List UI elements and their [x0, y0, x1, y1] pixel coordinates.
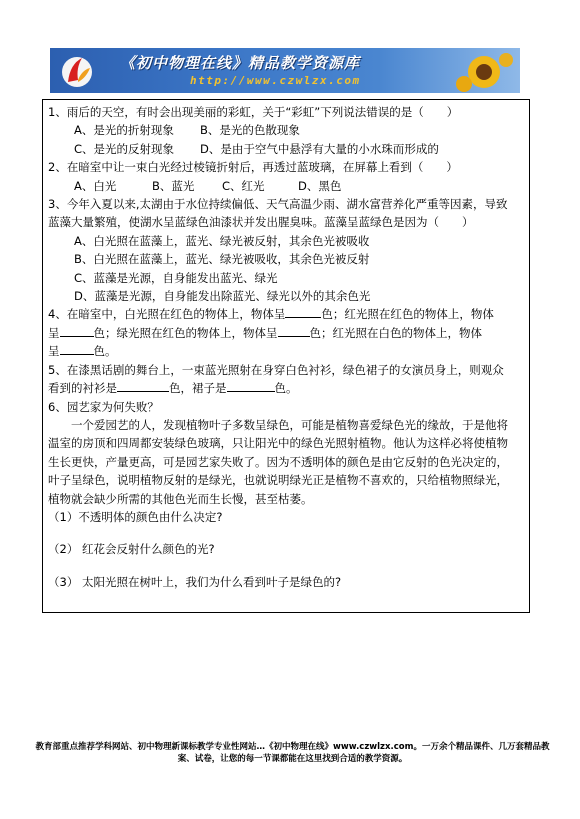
q3-stem-line2: 蓝藻大量繁殖，使湖水呈蓝绿色油漆状并发出腥臭味。蓝藻呈蓝绿色是因为（ ）: [48, 215, 474, 230]
q4-blank-1[interactable]: [285, 305, 321, 318]
q1-options-row2: [48, 140, 524, 158]
q4-text-7: 色。: [93, 344, 117, 359]
q3-option-b: B、白光照在蓝藻上，蓝光、绿光被吸收，其余色光被反射: [74, 252, 370, 267]
q2-option-b: B、蓝光: [152, 178, 195, 193]
q5-blank-2[interactable]: [227, 379, 275, 392]
q4-text-1: 4、在暗室中，白光照在红色的物体上，物体呈: [48, 307, 286, 322]
q2-option-d: D、黑色: [298, 178, 342, 193]
q4-blank-3[interactable]: [278, 324, 310, 337]
q1-stem: 1、雨后的天空，有时会出现美丽的彩虹，关于“彩虹”下列说法错误的是（ ）: [48, 105, 459, 119]
q4-text-6: 呈: [48, 344, 60, 359]
q1-options-row1: [48, 121, 524, 139]
sunflower-image: [454, 50, 514, 92]
q4-blank-2[interactable]: [60, 324, 94, 337]
q5-text-2: 色，裙子是: [169, 381, 227, 396]
q5-text-3: 色。: [274, 381, 298, 396]
q2-options: [48, 177, 524, 195]
q5-line2: [48, 379, 524, 397]
q3-option-d: D、蓝藻是光源，自身能发出除蓝光、绿光以外的其余色光: [74, 289, 371, 304]
q6-subquestion-1: （1）不透明体的颜色由什么决定?: [48, 509, 223, 524]
header-banner: [50, 48, 520, 93]
q4-blank-4[interactable]: [60, 342, 94, 355]
worksheet: [48, 103, 524, 591]
q5-line1: 5、在漆黑话剧的舞台上，一束蓝光照射在身穿白色衬衫，绿色裙子的女演员身上，则观众: [48, 362, 504, 377]
q1-option-c: C、是光的反射现象: [74, 141, 175, 156]
q4-text-3: 呈: [48, 325, 60, 340]
banner-url[interactable]: http://www.czwlzx.com: [190, 74, 361, 87]
q1-option-a: A、是光的折射现象: [74, 123, 174, 138]
q6-title: 6、园艺家为何失败？: [48, 399, 159, 414]
q6-subquestion-2: （2） 红花会反射什么颜色的光?: [48, 542, 215, 557]
q4-line3: [48, 342, 524, 360]
footer-note: 教育部重点推荐学科网站、初中物理新课标教学专业性网站…《初中物理在线》www.czwlzx.com。一万余个精品课件、几万套精品教案、试卷，让您的每一节课都能在这里找到合适的教学资源。: [35, 742, 550, 764]
q4-text-5: 色；红光照在白色的物体上，物体: [309, 325, 482, 340]
q2-stem: 2、在暗室中让一束白光经过棱镜折射后，再透过蓝玻璃，在屏幕上看到（ ）: [48, 160, 458, 175]
q3-option-a: A、白光照在蓝藻上，蓝光、绿光被反射，其余色光被吸收: [74, 233, 370, 248]
q6-subquestion-3: （3） 太阳光照在树叶上，我们为什么看到叶子是绿色的?: [48, 574, 342, 589]
q3-stem-line1: 3、今年入夏以来,太湖由于水位持续偏低、天气高温少雨、湖水富营养化严重等因素，导致: [48, 197, 508, 212]
q5-text-1: 看到的衬衫是: [48, 381, 117, 396]
q4-text-4: 色；绿光照在红色的物体上，物体呈: [93, 325, 278, 340]
q2-option-c: C、红光: [222, 178, 265, 193]
q1-option-d: D、是由于空气中悬浮有大量的小水珠而形成的: [200, 141, 439, 156]
q2-option-a: A、白光: [74, 178, 117, 193]
banner-title: 《初中物理在线》精品教学资源库: [120, 54, 361, 72]
q4-text-2: 色；红光照在红色的物体上，物体: [321, 307, 494, 322]
logo-icon: [58, 52, 96, 90]
q6-passage: 一个爱园艺的人，发现植物叶子多数呈绿色，可能是植物喜爱绿色光的缘故，于是他将温室的房顶和四周都安装绿色玻璃，只让阳光中的绿色光照射植物。他认为这样必将使植物生长更快，产量更高，可是园艺家失败了。因为不透明体的颜色是由它反射的色光决定的，叶子呈绿色，说明植物反射的是绿光，也就说明绿光正是植物不喜欢的，只给植物照绿光，植物就会缺少所需的其他色光而生长慢，甚至枯萎。: [48, 417, 508, 506]
q1-option-b: B、是光的色散现象: [200, 123, 300, 138]
q4-line1: [48, 305, 524, 323]
q4-line2: [48, 324, 524, 342]
q3-option-c: C、蓝藻是光源，自身能发出蓝光、绿光: [74, 270, 278, 285]
q5-blank-1[interactable]: [117, 379, 169, 392]
